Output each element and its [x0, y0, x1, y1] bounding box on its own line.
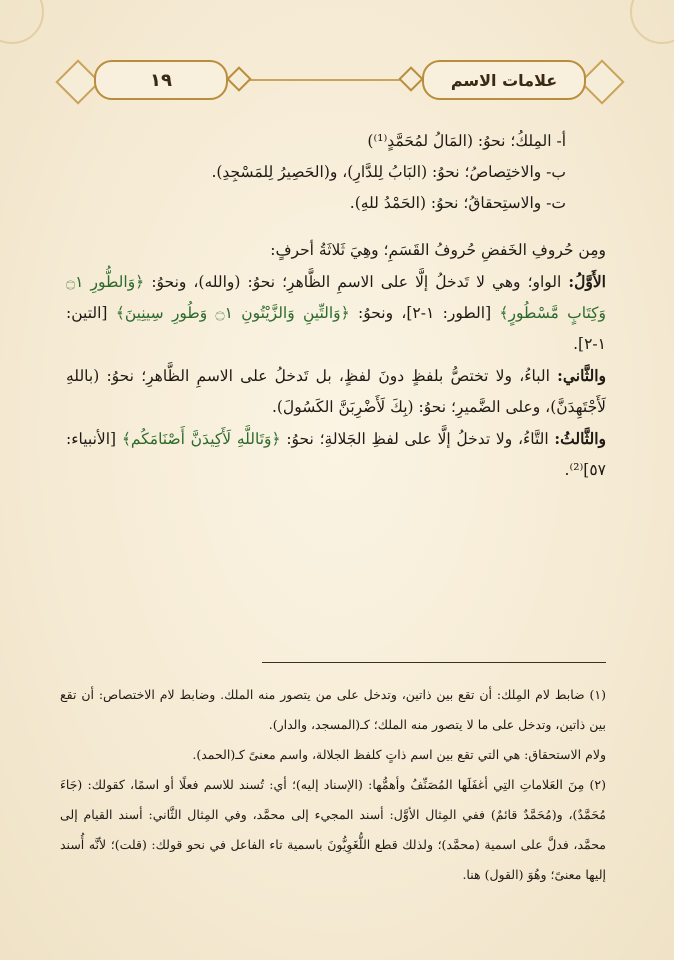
third-label: والثَّالثُ:	[554, 429, 607, 448]
quran-verse-tin: ﴿وَالتِّينِ وَالزَّيْتُونِ ۝١ وَطُورِ سِينِينَ﴾	[115, 304, 350, 322]
first-label: الأَوَّلُ:	[568, 272, 606, 291]
footnotes	[60, 680, 606, 890]
quran-verse-anbiya: ﴿وَتَاللَّهِ لَأَكِيدَنَّ أَصْنَامَكُم﴾	[121, 430, 281, 448]
paragraph-second	[66, 360, 606, 423]
list-item-b: ب- والاختِصاصُ؛ نحوُ: (البَابُ لِلدَّارِ)، و(الحَصِيرُ لِلمَسْجِدِ).	[211, 163, 566, 181]
third-text: التَّاءُ، ولا تدخلُ إلَّا على لفظِ الجَلالةِ؛ نحوُ:	[280, 430, 555, 448]
header-diamond-icon	[226, 66, 251, 91]
qasam-intro: ومِن حُروفِ الخَفضِ حُروفُ القَسَمِ؛ وهِيَ ثَلاثَةُ أحرفٍ:	[270, 241, 606, 259]
chapter-title: علامات الاسم	[422, 60, 586, 100]
second-label: والثَّاني:	[557, 366, 606, 385]
first-text: الواو؛ وهي لا تَدخلُ إلَّا على الاسمِ الظَّاهرِ؛ نحوُ: (والله)، ونحوُ:	[151, 273, 569, 291]
second-text: الباءُ، ولا تختصُّ بلفظٍ دونَ لفظٍ، بل تَدخلُ على الاسمِ الظَّاهرِ؛ نحوُ: (باللهِ لَأَجْتَهِدَنَّ)، وعلى الضَّميرِ؛ نحوُ: (بِكَ لَأَضْرِبَنَّ الكَسُولَ).	[66, 367, 606, 416]
main-text	[66, 126, 606, 486]
ref-anbiya: [الأنبياء: ٥٧]⁽²⁾.	[66, 430, 606, 479]
footnote-1: (١) ضابط لام المِلك: أن تقع بين ذاتين، وتدخل على من يتصور منه الملك. وضابط لام الاختصاص: أن تقع بين ذاتين، وتدخل على ما لا يتصور منه الملك؛ كـ(المسجد، والدار).	[60, 687, 606, 732]
corner-flourish	[0, 0, 44, 44]
quran-verse-tur: ﴿وَالطُّورِ ۝١ وَكِتَابٍ مَّسْطُورٍ﴾	[66, 273, 606, 322]
ref-tur: [الطور: ١-٢]، ونحوُ:	[349, 304, 500, 322]
ref-tin: [التين: ١-٢].	[66, 304, 606, 353]
footnote-divider	[262, 662, 606, 663]
corner-flourish	[630, 0, 674, 44]
paragraph-first	[66, 266, 606, 360]
list-item-a: أ- المِلكُ؛ نحوُ: (المَالُ لمُحَمَّدٍ⁽¹⁾)	[367, 132, 566, 150]
header-ornament-icon	[579, 59, 624, 104]
footnote-1-cont: ولام الاستحقاق: هي التي تقع بين اسم ذاتٍ كلفظ الجلالة، واسم معنىً كـ(الحمد).	[192, 747, 606, 762]
footnote-2: (٢) مِنَ العَلاماتِ التِي أغفَلَها المُصَنِّفُ وأهمُّها: (الإسناد إليه)؛ أي: تُسند للاسم فعلًا أو اسمًا، كقولك: (جَاءَ مُحَمَّدٌ)، و(مُحَمَّدٌ قائمٌ) ففي المِثال الأوَّل: أسند المجيء إلى محمَّد، وفي المِثال الثَّاني: أسند القيام إلى محمَّد، فدلَّ على اسمية (محمَّد)؛ ولذلك قطع اللُّغَوِيُّونَ باسمية تاء الفاعل في نحو قولك: (قلت)؛ لأنَّه أُسند إليها معنىً؛ وهُوَ (القول) هنا.	[60, 777, 606, 882]
paragraph-third	[66, 423, 606, 486]
header-diamond-icon	[398, 66, 423, 91]
page-number: ١٩	[94, 60, 228, 100]
list-item-t: ت- والاستِحقاقُ؛ نحوُ: (الحَمْدُ للهِ).	[349, 194, 566, 212]
page-header	[60, 58, 620, 102]
